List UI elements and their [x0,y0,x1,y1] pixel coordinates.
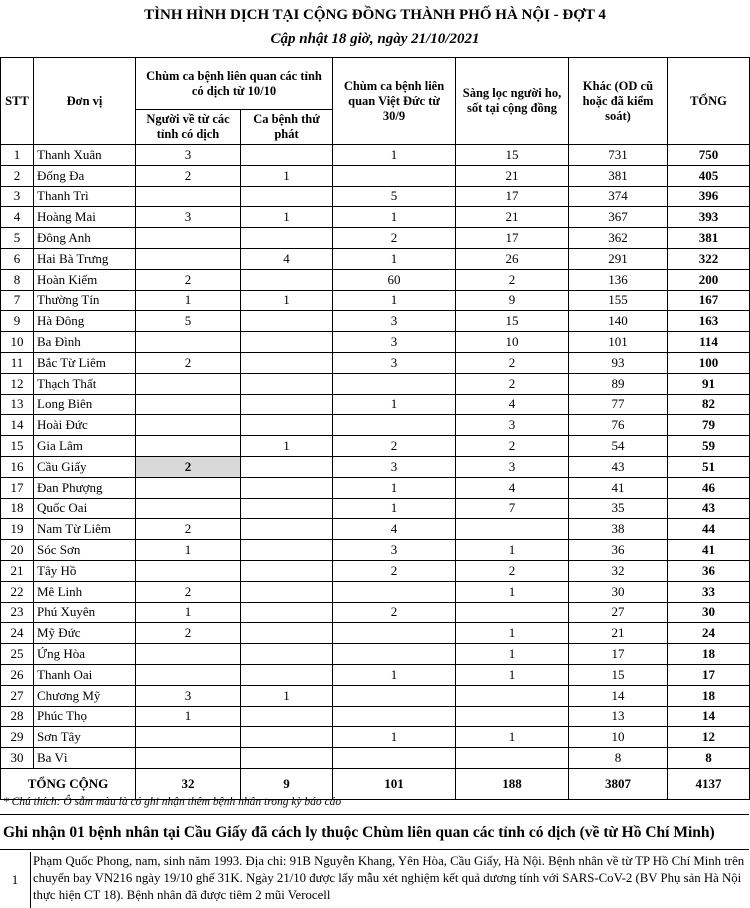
row-other: 41 [569,477,668,498]
table-row [1,394,750,415]
table-row [1,415,750,436]
row-total: 114 [668,332,750,353]
row-unit: Tây Hồ [34,560,136,581]
row-viet-duc [333,165,456,186]
row-secondary: 1 [241,436,333,457]
header-cluster-provinces: Chùm ca bệnh liên quan các tỉnh có dịch từ 10/10 [136,58,333,110]
row-secondary [241,311,333,332]
header-total: TỔNG [668,58,750,145]
row-secondary [241,332,333,353]
row-screening: 17 [456,186,569,207]
row-viet-duc: 3 [333,311,456,332]
row-total: 750 [668,145,750,166]
row-viet-duc [333,644,456,665]
row-viet-duc [333,748,456,769]
row-viet-duc [333,415,456,436]
row-other: 27 [569,602,668,623]
row-returnees [136,560,241,581]
totals-total: 4137 [668,768,750,799]
row-other: 54 [569,436,668,457]
row-secondary [241,560,333,581]
row-unit: Hoài Đức [34,415,136,436]
row-stt: 17 [1,477,34,498]
cases-table [0,57,750,800]
row-stt: 30 [1,748,34,769]
row-other: 140 [569,311,668,332]
row-returnees [136,436,241,457]
table-row [1,332,750,353]
row-secondary [241,623,333,644]
row-returnees: 5 [136,311,241,332]
row-stt: 28 [1,706,34,727]
row-other: 93 [569,352,668,373]
row-secondary [241,373,333,394]
row-total: 91 [668,373,750,394]
row-total: 18 [668,644,750,665]
row-viet-duc: 1 [333,498,456,519]
row-secondary [241,145,333,166]
row-viet-duc [333,581,456,602]
row-stt: 15 [1,436,34,457]
row-returnees: 2 [136,456,241,477]
row-stt: 29 [1,727,34,748]
row-unit: Hoàn Kiếm [34,269,136,290]
row-secondary [241,581,333,602]
row-other: 38 [569,519,668,540]
row-unit: Hai Bà Trưng [34,248,136,269]
row-stt: 5 [1,228,34,249]
row-other: 136 [569,269,668,290]
row-stt: 4 [1,207,34,228]
row-unit: Quốc Oai [34,498,136,519]
row-unit: Thường Tín [34,290,136,311]
row-viet-duc: 2 [333,228,456,249]
row-secondary [241,477,333,498]
row-screening [456,519,569,540]
row-secondary [241,352,333,373]
row-other: 291 [569,248,668,269]
row-other: 77 [569,394,668,415]
table-row [1,228,750,249]
row-returnees [136,186,241,207]
row-other: 14 [569,685,668,706]
totals-viet-duc: 101 [333,768,456,799]
row-returnees: 3 [136,145,241,166]
row-viet-duc: 1 [333,207,456,228]
row-viet-duc: 2 [333,602,456,623]
row-stt: 3 [1,186,34,207]
row-screening: 1 [456,623,569,644]
table-row [1,248,750,269]
row-secondary [241,415,333,436]
row-screening: 2 [456,269,569,290]
table-row [1,456,750,477]
row-viet-duc [333,685,456,706]
row-total: 36 [668,560,750,581]
row-stt: 1 [1,145,34,166]
row-unit: Phú Xuyên [34,602,136,623]
report-title: TÌNH HÌNH DỊCH TẠI CỘNG ĐỒNG THÀNH PHỐ HÀ NỘI - ĐỢT 4 [144,7,606,23]
row-returnees [136,644,241,665]
row-total: 8 [668,748,750,769]
row-screening: 21 [456,207,569,228]
row-viet-duc: 1 [333,727,456,748]
totals-screening: 188 [456,768,569,799]
row-total: 79 [668,415,750,436]
row-total: 393 [668,207,750,228]
row-returnees [136,477,241,498]
row-total: 405 [668,165,750,186]
row-other: 101 [569,332,668,353]
case-description: Phạm Quốc Phong, nam, sinh năm 1993. Địa chỉ: 91B Nguyễn Khang, Yên Hòa, Cầu Giấy, Hà Nội. Bệnh nhân về từ TP Hồ Chí Minh trên chuyến bay VN216 ngày 19/10 ghế 31K. Ngày 21/10 được lấy mẫu xét nghiệm kết quả dương tính với SARS-CoV-2 (BV Phụ sản Hà Nội thực hiện CT 18). Bệnh nhân đã được tiêm 2 mũi Verocell [33,854,745,902]
row-total: 59 [668,436,750,457]
row-total: 41 [668,540,750,561]
row-total: 46 [668,477,750,498]
header-unit: Đơn vị [34,58,136,145]
row-secondary [241,602,333,623]
row-other: 374 [569,186,668,207]
row-viet-duc: 60 [333,269,456,290]
row-other: 21 [569,623,668,644]
row-secondary [241,456,333,477]
row-secondary [241,519,333,540]
table-body [1,145,750,769]
row-screening: 2 [456,373,569,394]
case-index: 1 [0,852,31,908]
row-unit: Thanh Oai [34,664,136,685]
row-stt: 8 [1,269,34,290]
row-secondary [241,706,333,727]
header-other: Khác (OD cũ hoặc đã kiểm soát) [569,58,668,145]
row-screening: 15 [456,145,569,166]
row-unit: Thạch Thất [34,373,136,394]
row-viet-duc [333,706,456,727]
row-stt: 6 [1,248,34,269]
row-other: 10 [569,727,668,748]
row-unit: Phúc Thọ [34,706,136,727]
row-other: 30 [569,581,668,602]
row-viet-duc: 1 [333,394,456,415]
row-total: 100 [668,352,750,373]
row-viet-duc: 5 [333,186,456,207]
row-unit: Đống Đa [34,165,136,186]
row-total: 30 [668,602,750,623]
table-row [1,540,750,561]
row-unit: Đông Anh [34,228,136,249]
table-row [1,560,750,581]
footnote: * Chú thích: Ô sẫm màu là có ghi nhận thêm bệnh nhân trong kỳ báo cáo [3,796,342,808]
row-total: 33 [668,581,750,602]
row-other: 43 [569,456,668,477]
row-returnees: 2 [136,269,241,290]
row-stt: 12 [1,373,34,394]
row-other: 89 [569,373,668,394]
row-other: 731 [569,145,668,166]
row-viet-duc: 2 [333,436,456,457]
row-stt: 13 [1,394,34,415]
row-returnees: 1 [136,706,241,727]
row-stt: 9 [1,311,34,332]
row-other: 35 [569,498,668,519]
row-stt: 26 [1,664,34,685]
row-returnees [136,727,241,748]
row-screening: 10 [456,332,569,353]
row-stt: 25 [1,644,34,665]
row-returnees [136,332,241,353]
row-stt: 10 [1,332,34,353]
row-stt: 24 [1,623,34,644]
table-row [1,436,750,457]
row-stt: 18 [1,498,34,519]
table-row [1,290,750,311]
row-screening [456,685,569,706]
row-screening: 1 [456,540,569,561]
row-total: 82 [668,394,750,415]
row-unit: Chương Mỹ [34,685,136,706]
row-screening: 3 [456,456,569,477]
row-stt: 2 [1,165,34,186]
row-other: 36 [569,540,668,561]
row-total: 12 [668,727,750,748]
row-viet-duc: 3 [333,540,456,561]
row-returnees [136,248,241,269]
row-unit: Thanh Xuân [34,145,136,166]
row-returnees: 3 [136,207,241,228]
row-secondary [241,664,333,685]
row-other: 13 [569,706,668,727]
row-screening: 2 [456,560,569,581]
row-returnees [136,373,241,394]
row-total: 14 [668,706,750,727]
row-stt: 23 [1,602,34,623]
row-stt: 19 [1,519,34,540]
row-unit: Cầu Giấy [34,456,136,477]
row-secondary: 4 [241,248,333,269]
row-screening: 1 [456,664,569,685]
table-row [1,165,750,186]
table-row [1,602,750,623]
table-row [1,477,750,498]
row-other: 15 [569,664,668,685]
row-viet-duc: 1 [333,477,456,498]
row-returnees: 2 [136,623,241,644]
row-secondary [241,540,333,561]
row-returnees [136,664,241,685]
row-total: 18 [668,685,750,706]
totals-returnees: 32 [136,768,241,799]
row-total: 43 [668,498,750,519]
table-row [1,519,750,540]
row-secondary [241,394,333,415]
row-unit: Mê Linh [34,581,136,602]
row-returnees: 2 [136,519,241,540]
row-stt: 7 [1,290,34,311]
row-returnees: 1 [136,290,241,311]
table-row [1,727,750,748]
row-returnees: 3 [136,685,241,706]
row-screening: 2 [456,352,569,373]
row-secondary: 1 [241,685,333,706]
row-other: 362 [569,228,668,249]
row-stt: 14 [1,415,34,436]
row-screening: 1 [456,644,569,665]
row-returnees: 2 [136,165,241,186]
row-screening: 3 [456,415,569,436]
row-other: 32 [569,560,668,581]
row-total: 322 [668,248,750,269]
row-total: 17 [668,664,750,685]
header-screening: Sàng lọc người ho, sốt tại cộng đồng [456,58,569,145]
row-total: 200 [668,269,750,290]
row-secondary [241,644,333,665]
table-row [1,373,750,394]
row-stt: 22 [1,581,34,602]
row-viet-duc: 3 [333,352,456,373]
row-screening: 4 [456,394,569,415]
table-row [1,311,750,332]
row-viet-duc: 4 [333,519,456,540]
row-secondary [241,498,333,519]
row-screening: 2 [456,436,569,457]
header-returnees: Người về từ các tỉnh có dịch [136,110,241,145]
row-viet-duc: 3 [333,456,456,477]
row-unit: Mỹ Đức [34,623,136,644]
row-total: 163 [668,311,750,332]
row-viet-duc: 1 [333,290,456,311]
row-unit: Hoàng Mai [34,207,136,228]
row-total: 24 [668,623,750,644]
row-secondary: 1 [241,207,333,228]
row-unit: Thanh Trì [34,186,136,207]
row-viet-duc: 2 [333,560,456,581]
totals-other: 3807 [569,768,668,799]
table-row [1,145,750,166]
row-screening: 1 [456,581,569,602]
row-other: 381 [569,165,668,186]
table-row [1,269,750,290]
row-screening [456,748,569,769]
table-row [1,498,750,519]
row-unit: Ba Đình [34,332,136,353]
row-unit: Hà Đông [34,311,136,332]
row-secondary [241,186,333,207]
row-secondary [241,228,333,249]
totals-label: TỔNG CỘNG [1,768,136,799]
row-screening: 9 [456,290,569,311]
row-screening: 17 [456,228,569,249]
table-row [1,644,750,665]
row-returnees [136,394,241,415]
row-screening [456,706,569,727]
row-unit: Sơn Tây [34,727,136,748]
row-viet-duc: 1 [333,664,456,685]
table-row [1,706,750,727]
row-returnees [136,498,241,519]
row-other: 367 [569,207,668,228]
row-screening: 7 [456,498,569,519]
row-viet-duc [333,623,456,644]
row-viet-duc: 3 [333,332,456,353]
row-secondary [241,727,333,748]
case-detail [0,852,749,908]
row-unit: Sóc Sơn [34,540,136,561]
row-unit: Long Biên [34,394,136,415]
row-unit: Gia Lâm [34,436,136,457]
row-stt: 21 [1,560,34,581]
row-stt: 16 [1,456,34,477]
row-returnees [136,415,241,436]
row-total: 396 [668,186,750,207]
row-screening: 21 [456,165,569,186]
table-row [1,664,750,685]
row-returnees [136,228,241,249]
report-subtitle: Cập nhật 18 giờ, ngày 21/10/2021 [270,31,480,47]
row-returnees: 2 [136,581,241,602]
row-viet-duc: 1 [333,145,456,166]
row-other: 17 [569,644,668,665]
row-viet-duc [333,373,456,394]
header-secondary: Ca bệnh thứ phát [241,110,333,145]
table-row [1,207,750,228]
highlight-heading: Ghi nhận 01 bệnh nhân tại Cầu Giấy đã cách ly thuộc Chùm liên quan các tỉnh có dịch (về từ Hồ Chí Minh) [0,814,749,850]
row-other: 8 [569,748,668,769]
row-total: 44 [668,519,750,540]
table-row [1,581,750,602]
row-screening [456,602,569,623]
row-secondary [241,269,333,290]
row-secondary: 1 [241,290,333,311]
row-unit: Ứng Hòa [34,644,136,665]
row-other: 155 [569,290,668,311]
row-secondary: 1 [241,165,333,186]
row-returnees: 1 [136,602,241,623]
table-row [1,352,750,373]
row-screening: 15 [456,311,569,332]
row-returnees [136,748,241,769]
row-secondary [241,748,333,769]
row-unit: Đan Phượng [34,477,136,498]
row-unit: Bắc Từ Liêm [34,352,136,373]
row-unit: Nam Từ Liêm [34,519,136,540]
row-total: 51 [668,456,750,477]
table-row [1,186,750,207]
row-stt: 27 [1,685,34,706]
row-returnees: 2 [136,352,241,373]
row-screening: 4 [456,477,569,498]
row-viet-duc: 1 [333,248,456,269]
row-screening: 1 [456,727,569,748]
row-returnees: 1 [136,540,241,561]
row-stt: 11 [1,352,34,373]
totals-row [1,768,750,799]
row-other: 76 [569,415,668,436]
row-stt: 20 [1,540,34,561]
header-viet-duc: Chùm ca bệnh liên quan Việt Đức từ 30/9 [333,58,456,145]
row-screening: 26 [456,248,569,269]
header-stt: STT [1,58,34,145]
table-row [1,748,750,769]
table-row [1,623,750,644]
totals-secondary: 9 [241,768,333,799]
row-total: 167 [668,290,750,311]
row-total: 381 [668,228,750,249]
row-unit: Ba Vì [34,748,136,769]
table-row [1,685,750,706]
